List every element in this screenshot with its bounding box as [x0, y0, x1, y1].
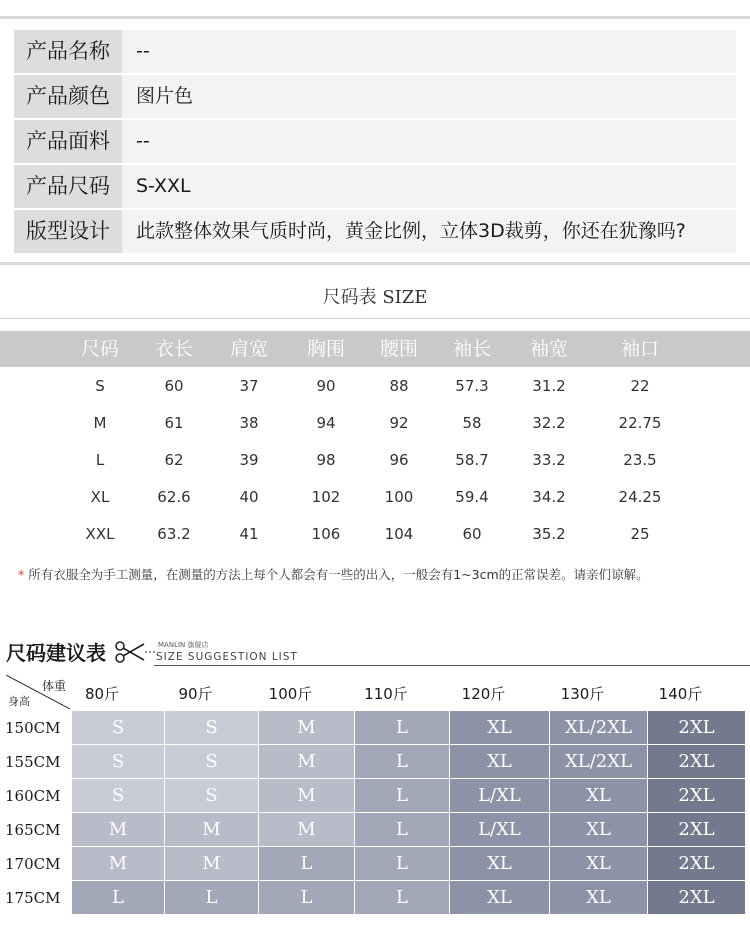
weight-header-cell: 120斤: [461, 685, 506, 703]
suggestion-cell: M: [165, 847, 258, 880]
suggestion-row: [72, 847, 745, 880]
weight-header-cell: 100斤: [268, 685, 313, 703]
suggestion-cell: M: [259, 745, 354, 778]
size-chart-row: [0, 479, 750, 516]
size-chart-cell: 59.4: [455, 488, 489, 506]
suggestion-cell: L: [165, 881, 258, 914]
info-row-color: [14, 75, 736, 118]
suggestion-cell: L: [355, 779, 449, 812]
size-chart-cell: 61: [164, 414, 184, 432]
size-chart-cell: 60: [164, 377, 184, 395]
suggestion-cell: XL/2XL: [550, 711, 647, 744]
suggestion-cell: S: [165, 745, 258, 778]
suggestion-cell: XL: [550, 813, 647, 846]
height-row-label: 150CM: [5, 719, 61, 737]
weight-header-cell: 130斤: [560, 685, 605, 703]
size-chart-header-cell: 胸围: [306, 338, 346, 360]
size-chart-cell: 60: [462, 525, 482, 543]
size-chart-cell: 25: [630, 525, 650, 543]
suggestion-rule: [154, 665, 750, 666]
size-chart-cell: 35.2: [532, 525, 566, 543]
size-chart-cell: 58: [462, 414, 482, 432]
suggestion-cell: XL: [450, 711, 549, 744]
suggestion-cell: S: [72, 711, 164, 744]
info-label: 产品名称: [14, 30, 122, 73]
size-chart-cell: XL: [90, 488, 110, 506]
suggestion-cell: M: [259, 813, 354, 846]
suggestion-cell: M: [72, 847, 164, 880]
info-label: 产品颜色: [14, 75, 122, 118]
size-chart-cell: 106: [311, 525, 341, 543]
size-chart-header-cell: 尺码: [80, 338, 120, 360]
size-chart-header: [0, 331, 750, 367]
suggestion-cell: 2XL: [648, 745, 745, 778]
size-chart-header-cell: 袖口: [620, 338, 660, 360]
suggestion-row: [72, 745, 745, 778]
suggestion-cell: M: [259, 779, 354, 812]
info-row-name: [14, 30, 736, 73]
suggestion-cell: L: [355, 711, 449, 744]
height-row-label: 170CM: [5, 855, 61, 873]
suggestion-cell: XL: [450, 881, 549, 914]
suggestion-cell: 2XL: [648, 847, 745, 880]
info-row-size: [14, 165, 736, 208]
suggestion-cell: XL: [550, 881, 647, 914]
suggestion-cell: S: [72, 779, 164, 812]
size-chart-cell: 102: [311, 488, 341, 506]
size-chart-cell: 90: [316, 377, 336, 395]
suggestion-row: [72, 881, 745, 914]
measurement-note: [18, 565, 649, 583]
suggestion-cell: XL: [550, 779, 647, 812]
suggestion-cell: L/XL: [450, 779, 549, 812]
size-chart-header-cell: 袖宽: [529, 338, 569, 360]
size-chart-title-cn: 尺码表: [322, 287, 377, 308]
corner-header: [6, 675, 70, 709]
size-chart-cell: 57.3: [455, 377, 489, 395]
height-row-label: 165CM: [5, 821, 61, 839]
height-row-label: 155CM: [5, 753, 61, 771]
suggestion-cell: L: [259, 847, 354, 880]
size-chart-cell: M: [93, 414, 107, 432]
suggestion-cell: 2XL: [648, 813, 745, 846]
suggestion-cell: L: [355, 847, 449, 880]
size-chart-cell: 22.75: [618, 414, 662, 432]
section-divider: [0, 262, 750, 265]
info-label: 版型设计: [14, 210, 122, 253]
size-chart-cell: 22: [630, 377, 650, 395]
info-value: S-XXL: [136, 175, 191, 197]
info-value: 此款整体效果气质时尚，黄金比例，立体3D裁剪，你还在犹豫吗?: [136, 220, 686, 242]
suggestion-grid: [72, 711, 745, 915]
size-chart-cell: 62: [164, 451, 184, 469]
suggestion-cell: L: [355, 813, 449, 846]
suggestion-cell: 2XL: [648, 881, 745, 914]
size-chart-cell: L: [95, 451, 105, 469]
weight-header-cell: 140斤: [658, 685, 703, 703]
info-value: --: [136, 40, 150, 62]
size-chart-header-cell: 肩宽: [229, 338, 269, 360]
suggestion-cell: M: [259, 711, 354, 744]
info-row-fabric: [14, 120, 736, 163]
corner-weight-label: 体重: [41, 679, 66, 693]
suggestion-cell: L: [259, 881, 354, 914]
size-chart-cell: 88: [389, 377, 409, 395]
height-row-label: 160CM: [5, 787, 61, 805]
size-chart-cell: 92: [389, 414, 409, 432]
suggestion-cell: XL: [450, 847, 549, 880]
suggestion-cell: L: [355, 745, 449, 778]
suggestion-cell: XL: [450, 745, 549, 778]
suggestion-cell: L: [72, 881, 164, 914]
size-chart-cell: S: [95, 377, 105, 395]
size-chart-header-cell: 腰围: [379, 338, 419, 360]
suggestion-cell: S: [72, 745, 164, 778]
suggestion-cell: M: [165, 813, 258, 846]
suggestion-cell: L: [355, 881, 449, 914]
size-chart-cell: 37: [239, 377, 259, 395]
size-chart-cell: 41: [239, 525, 259, 543]
info-label: 产品面料: [14, 120, 122, 163]
suggestion-cell: L/XL: [450, 813, 549, 846]
size-chart-header-cell: 袖长: [452, 338, 492, 360]
size-chart-header-cell: 衣长: [154, 338, 194, 360]
info-value: --: [136, 130, 150, 152]
size-chart-cell: 23.5: [623, 451, 657, 469]
size-chart-cell: 94: [316, 414, 336, 432]
brand-label: MANLIN 旗舰店: [158, 641, 209, 649]
weight-header-cell: 90斤: [178, 685, 213, 703]
size-chart-title-en: SIZE: [382, 287, 428, 308]
size-chart-cell: 63.2: [157, 525, 191, 543]
size-chart-cell: 24.25: [618, 488, 662, 506]
size-chart-cell: 31.2: [532, 377, 566, 395]
size-chart-cell: 40: [239, 488, 259, 506]
size-chart-row: [0, 442, 750, 479]
size-chart-cell: 104: [384, 525, 414, 543]
suggestion-cell: XL: [550, 847, 647, 880]
size-chart-rule: [0, 318, 750, 319]
size-chart-row: [0, 405, 750, 442]
product-info-table: [14, 30, 736, 255]
suggestion-header: [6, 637, 750, 667]
suggestion-row: [72, 813, 745, 846]
size-chart-cell: 38: [239, 414, 259, 432]
size-chart-cell: 62.6: [157, 488, 191, 506]
suggestion-cell: S: [165, 711, 258, 744]
suggestion-subtitle: SIZE SUGGESTION LIST: [156, 651, 298, 663]
size-chart-cell: 98: [316, 451, 336, 469]
suggestion-cell: M: [72, 813, 164, 846]
size-chart-row: [0, 516, 750, 553]
info-value: 图片色: [136, 85, 194, 107]
size-chart-body: [0, 368, 750, 553]
size-chart-cell: 32.2: [532, 414, 566, 432]
size-chart-cell: 33.2: [532, 451, 566, 469]
size-chart-cell: 58.7: [455, 451, 489, 469]
weight-header-cell: 80斤: [84, 685, 120, 703]
size-chart-title: [0, 283, 750, 309]
size-chart-cell: 34.2: [532, 488, 566, 506]
scissors-icon: [114, 639, 156, 665]
size-chart-cell: 96: [389, 451, 409, 469]
size-chart-cell: 39: [239, 451, 259, 469]
height-row-label: 175CM: [5, 889, 61, 907]
suggestion-cell: XL/2XL: [550, 745, 647, 778]
note-text: 所有衣服全为手工测量，在测量的方法上每个人都会有一些的出入，一般会有1~3cm的正常误差。请亲们谅解。: [28, 567, 649, 582]
size-chart-row: [0, 368, 750, 405]
info-row-design: [14, 210, 736, 253]
top-divider: [0, 16, 750, 19]
corner-height-label: 身高: [8, 695, 30, 708]
size-chart-cell: XXL: [85, 525, 115, 543]
info-label: 产品尺码: [14, 165, 122, 208]
size-chart-cell: 100: [384, 488, 414, 506]
suggestion-row: [72, 711, 745, 744]
suggestion-cell: 2XL: [648, 711, 745, 744]
suggestion-cell: S: [165, 779, 258, 812]
suggestion-cell: 2XL: [648, 779, 745, 812]
weight-header-cell: 110斤: [364, 685, 408, 703]
note-star: *: [18, 567, 25, 582]
suggestion-title: 尺码建议表: [6, 641, 106, 665]
suggestion-row: [72, 779, 745, 812]
